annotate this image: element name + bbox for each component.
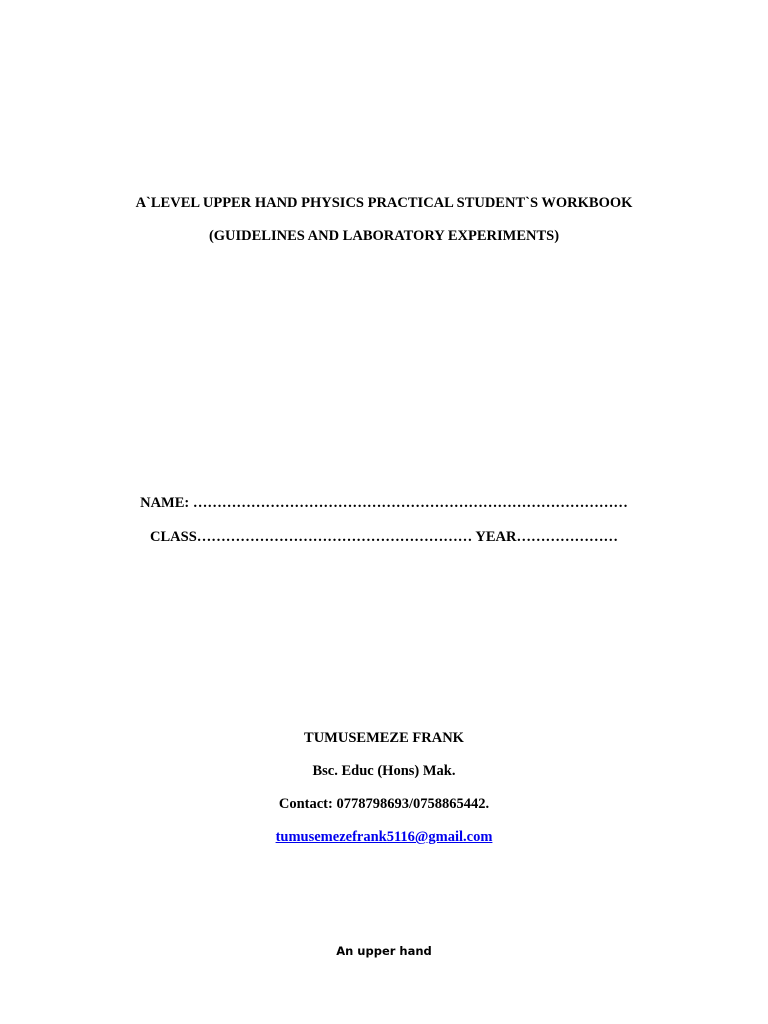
author-qualification: Bsc. Educ (Hons) Mak. — [312, 763, 456, 779]
author-name: TUMUSEMEZE FRANK — [304, 730, 464, 746]
page-footer: An upper hand — [336, 944, 432, 958]
author-email-line — [0, 828, 768, 846]
workbook-title: A`LEVEL UPPER HAND PHYSICS PRACTICAL STUDENT`S WORKBOOK — [135, 195, 633, 211]
author-email-link[interactable]: tumusemezefrank5116@gmail.com — [275, 829, 493, 845]
student-class-year-field: CLASS………………………………………………… YEAR………………… — [150, 529, 618, 545]
student-name-field: NAME: ……………………………………………………………………………… — [140, 495, 628, 511]
workbook-subtitle: (GUIDELINES AND LABORATORY EXPERIMENTS) — [208, 228, 560, 244]
author-contact: Contact: 0778798693/0758865442. — [278, 796, 490, 812]
